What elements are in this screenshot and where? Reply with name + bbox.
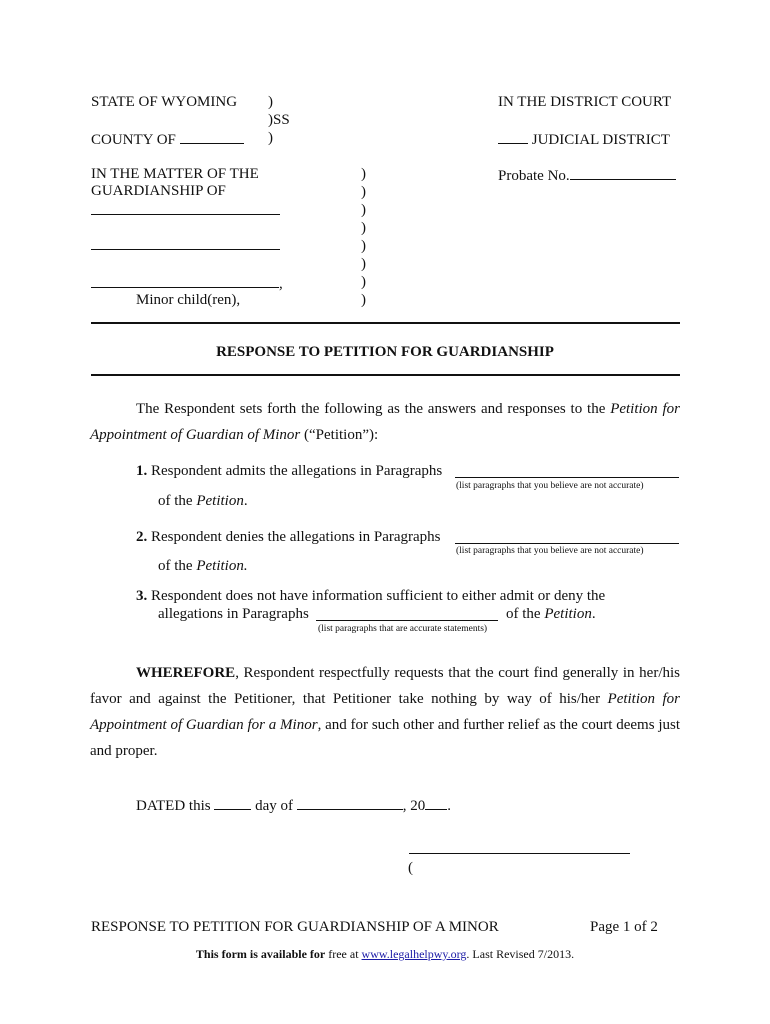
item-text: Respondent denies the allegations in Paragraphs [151, 529, 441, 545]
petition-word: Petition [544, 606, 592, 622]
item-1-hint: (list paragraphs that you believe are not accurate) [456, 481, 644, 491]
probate-number-blank[interactable] [570, 166, 676, 180]
item-1-of-the [158, 493, 248, 510]
item-3-line-2 [158, 606, 309, 623]
probate-line [498, 166, 676, 185]
minor-comma: , [279, 276, 283, 292]
county-line [91, 130, 244, 149]
state-label: STATE OF WYOMING [91, 94, 238, 110]
footer-doc-title: RESPONSE TO PETITION FOR GUARDIANSHIP OF A MINOR [91, 919, 499, 935]
minor-label: Minor child(ren), [136, 292, 241, 308]
title-rule-top [91, 322, 680, 324]
judicial-district-label: JUDICIAL DISTRICT [531, 132, 670, 148]
wherefore-paragraph [90, 660, 680, 764]
item-2-of-the [158, 558, 248, 575]
item-number: 1. [136, 463, 148, 479]
intro-paragraph [90, 396, 680, 448]
item-number: 2. [136, 529, 148, 545]
signature-line[interactable] [409, 853, 630, 854]
county-label: COUNTY OF [91, 132, 176, 148]
caption-paren: ) [361, 292, 366, 308]
intro-text-end: (“Petition”): [300, 427, 379, 443]
dated-year-prefix: , 20 [402, 798, 426, 814]
item-3-hint: (list paragraphs that are accurate statements) [318, 624, 488, 634]
item-3-paragraphs-blank[interactable] [316, 620, 498, 621]
last-revised: . Last Revised 7/2013. [466, 947, 575, 961]
item-2 [136, 529, 441, 546]
item-3 [136, 588, 605, 605]
court-label: IN THE DISTRICT COURT [498, 94, 672, 110]
caption-ss: )SS [268, 112, 290, 128]
item-number: 3. [136, 588, 148, 604]
county-blank[interactable] [180, 130, 244, 144]
caption-paren: ) [361, 202, 366, 218]
item-text: allegations in Paragraphs [158, 606, 309, 622]
dated-prefix: DATED this [136, 798, 211, 814]
dated-day-of: day of [255, 798, 293, 814]
dated-month-blank[interactable] [297, 796, 403, 810]
footer-page-number: Page 1 of 2 [590, 919, 658, 935]
footer-availability [0, 946, 770, 963]
caption-paren: ) [361, 238, 366, 254]
probate-label: Probate No. [498, 168, 570, 184]
item-2-hint: (list paragraphs that you believe are not accurate) [456, 546, 644, 556]
period: . [447, 798, 451, 814]
item-1-paragraphs-blank[interactable] [455, 477, 679, 478]
minor-name-blank-1[interactable] [91, 214, 280, 215]
document-title: RESPONSE TO PETITION FOR GUARDIANSHIP [216, 344, 554, 360]
item-2-paragraphs-blank[interactable] [455, 543, 679, 544]
dated-line [136, 796, 451, 815]
caption-paren: ) [361, 256, 366, 272]
caption-paren: ) [361, 274, 366, 290]
minor-name-blank-2[interactable] [91, 249, 280, 250]
matter-line-2: GUARDIANSHIP OF [91, 183, 226, 199]
petition-word: Petition [196, 493, 244, 509]
item-text: Respondent does not have information sufficient to either admit or deny the [151, 588, 606, 604]
minor-name-blank-3[interactable] [91, 287, 279, 288]
signature-paren: ( [408, 860, 413, 876]
matter-line-1: IN THE MATTER OF THE [91, 166, 259, 182]
caption-paren: ) [361, 166, 366, 182]
intro-petition-title: Petition for Appointment of Guardian of Minor [90, 401, 680, 443]
title-rule-bottom [91, 374, 680, 376]
petition-word: Petition. [196, 558, 248, 574]
caption-paren: ) [268, 94, 273, 110]
caption-paren: ) [361, 220, 366, 236]
item-text: Respondent admits the allegations in Paragraphs [151, 463, 443, 479]
availability-bold: This form is available for [195, 947, 326, 961]
period: . [243, 493, 248, 509]
caption-paren: ) [361, 184, 366, 200]
dated-day-blank[interactable] [214, 796, 251, 810]
availability-text: free at [325, 947, 362, 961]
judicial-district-line [498, 130, 670, 149]
wherefore-text-end: , and for such other and further relief as the court deems just and proper. [90, 717, 680, 759]
wherefore-lead: WHEREFORE [136, 665, 236, 681]
of-the-text: of the [158, 558, 197, 574]
of-the-text: of the [158, 493, 197, 509]
dated-year-blank[interactable] [425, 796, 447, 810]
wherefore-petition-title: Petition for Appointment of Guardian for a Minor [90, 691, 680, 733]
period: . [591, 606, 596, 622]
of-the-text: of the [506, 606, 545, 622]
district-number-blank[interactable] [498, 130, 528, 144]
wherefore-text: , Respondent respectfully requests that the court find generally in her/his favor and against the Petitioner, that Petitioner take nothing by way of his/her [90, 665, 680, 707]
intro-text: The Respondent sets forth the following as the answers and responses to the [136, 401, 611, 417]
item-3-of-the [506, 606, 596, 623]
legalhelpwy-link[interactable]: www.legalhelpwy.org [361, 947, 467, 961]
item-1 [136, 463, 442, 480]
caption-paren: ) [268, 130, 273, 146]
